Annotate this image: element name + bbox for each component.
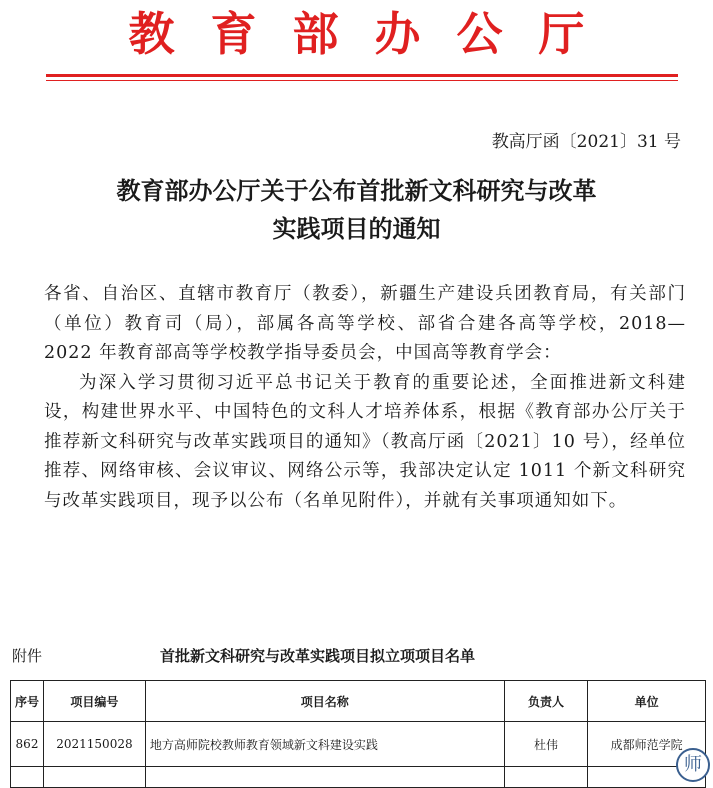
- masthead-title: 教育部办公厅: [128, 7, 621, 61]
- cell-name: 地方高师院校教师教育领域新文科建设实践: [145, 722, 504, 767]
- notice-title: [0, 172, 713, 248]
- notice-title-line-1: 教育部办公厅关于公布首批新文科研究与改革: [116, 176, 597, 205]
- annex-label: 附件: [12, 647, 43, 665]
- header-seq: 序号: [11, 681, 44, 722]
- header-owner: 负责人: [504, 681, 588, 722]
- cell-code: 2021150028: [44, 722, 146, 767]
- table-row: [11, 767, 706, 788]
- body-paragraph: 为深入学习贯彻习近平总书记关于教育的重要论述，全面推进新文科建设，构建世界水平、中国特色的文科人才培养体系，根据《教育部办公厅关于推荐新文科研究与改革实践项目的通知》（教高厅函〔2021〕10 号），经单位推荐、网络审核、会议审议、网络公示等，我部决定认定 1011 个新文科研究与改革实践项目，现予以公布（名单见附件），并就有关事项通知如下。: [44, 372, 686, 511]
- header-name: 项目名称: [145, 681, 504, 722]
- table-header-row: [11, 681, 706, 722]
- red-header-rule: [46, 74, 678, 77]
- salutation: 各省、自治区、直辖市教育厅（教委），新疆生产建设兵团教育局，有关部门（单位）教育司（局），部属各高等学校、部省合建各高等学校，2018—2022 年教育部高等学校教学指导委员会，中国高等教育学会：: [44, 284, 686, 363]
- table-row: [11, 722, 706, 767]
- cell-seq: 862: [11, 722, 44, 767]
- header-code: 项目编号: [44, 681, 146, 722]
- notice-body: [44, 280, 686, 516]
- cell-unit: 成都师范学院: [588, 722, 706, 767]
- annex-table: [10, 680, 706, 788]
- document-number: 教高厅函〔2021〕31 号: [491, 132, 681, 152]
- annex-title: 首批新文科研究与改革实践项目拟立项项目名单: [160, 647, 476, 665]
- notice-title-line-2: 实践项目的通知: [272, 214, 441, 243]
- red-header-rule-thin: [46, 80, 678, 81]
- cell-owner: 杜伟: [504, 722, 588, 767]
- university-seal-icon: 师: [676, 748, 710, 782]
- header-unit: 单位: [588, 681, 706, 722]
